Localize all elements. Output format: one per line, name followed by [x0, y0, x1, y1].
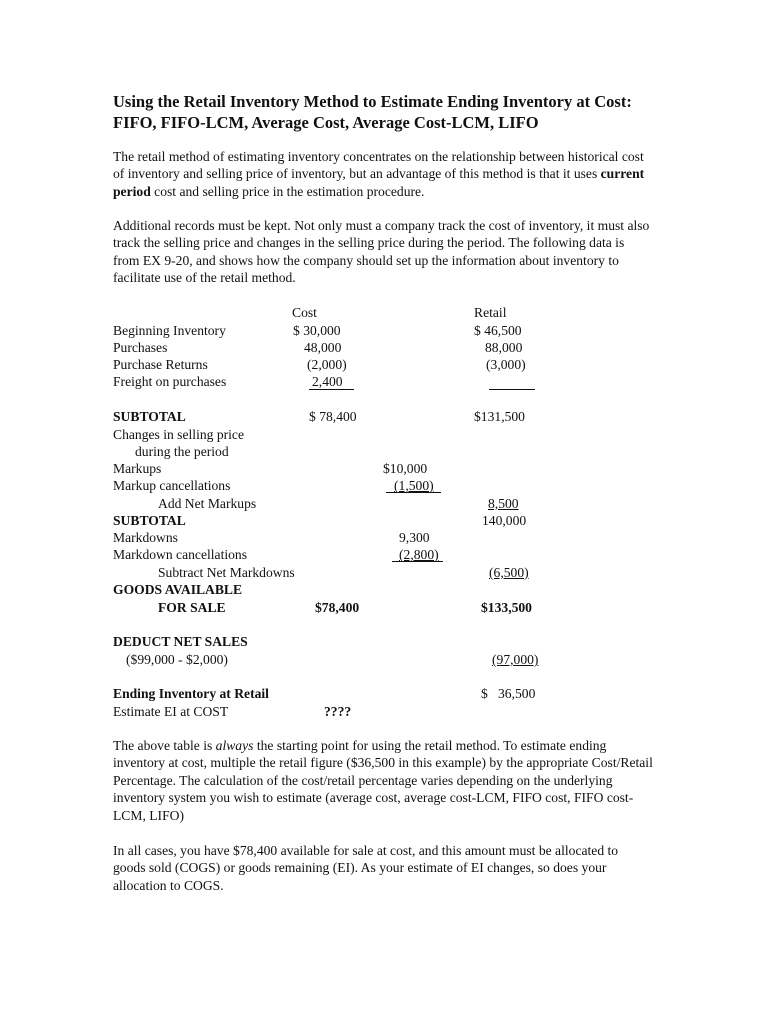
net-markups-label: Add Net Markups — [158, 496, 257, 511]
goods-available-label-continued: FOR SALE — [158, 600, 226, 615]
markdown-cancellations-amount: (2,800) — [399, 547, 439, 562]
ending-inventory-retail-label: Ending Inventory at Retail — [113, 686, 269, 701]
ending-inventory-retail-amount: $ 36,500 — [481, 686, 536, 701]
purchases-label: Purchases — [113, 340, 168, 355]
retail-column-header: Retail — [474, 305, 507, 320]
markdown-cancellations-underline — [392, 561, 443, 562]
cost-column-header: Cost — [292, 305, 317, 320]
purchase-returns-retail: (3,000) — [486, 357, 526, 372]
intro-bold-text: current period — [113, 166, 645, 199]
markups-label: Markups — [113, 461, 162, 476]
additional-paragraph: Additional records must be kept. Not only must a company track the cost of inventory, it must also track the selling price and changes in the selling price during the period. The following data is from EX 9-20, and shows how the company should set up the information about inventory to facilitate use of the retail method. — [113, 218, 650, 286]
goods-available-retail: $133,500 — [481, 600, 532, 615]
purchases-cost: 48,000 — [304, 340, 342, 355]
goods-available-label: GOODS AVAILABLE — [113, 582, 243, 597]
freight-cost-underline — [309, 389, 354, 390]
freight-retail-underline — [489, 389, 535, 390]
subtotal-cost: $ 78,400 — [309, 409, 357, 424]
deduct-net-sales-retail: (97,000) — [492, 652, 539, 667]
net-markdowns-amount: (6,500) — [489, 565, 529, 580]
purchase-returns-label: Purchase Returns — [113, 357, 208, 372]
subtotal-label: SUBTOTAL — [113, 409, 186, 424]
net-markdowns-label: Subtract Net Markdowns — [158, 565, 295, 580]
markdowns-label: Markdowns — [113, 530, 178, 545]
estimate-ei-cost-label: Estimate EI at COST — [113, 704, 229, 719]
all-cases-paragraph: In all cases, you have $78,400 available for sale at cost, and this amount must be allocated to goods sold (COGS) or goods remaining (EI). As your estimate of EI changes, so does your allocation to COGS. — [113, 843, 619, 893]
deduct-net-sales-label: DEDUCT NET SALES — [113, 634, 248, 649]
freight-label: Freight on purchases — [113, 374, 227, 389]
above-italic-text: always — [215, 738, 254, 753]
subtotal-retail: $131,500 — [474, 409, 525, 424]
subtotal-after-markups-label: SUBTOTAL — [113, 513, 186, 528]
purchases-retail: 88,000 — [485, 340, 523, 355]
beginning-inventory-label: Beginning Inventory — [113, 323, 226, 338]
above-text-b: the starting point for using the retail method. To estimate ending inventory at cost, multiple the retail figure ($36,500 in this example) by the appropriate Cost/Retail Percentage. The calculation of the cost/retail percentage varies depending on the underlying inventory system you wish to estimate (average cost, average cost-LCM, FIFO cost, FIFO cost-LCM, LIFO) — [113, 738, 653, 823]
changes-label: Changes in selling price — [113, 427, 244, 442]
above-text-a: The above table is — [113, 738, 216, 753]
markups-amount: $10,000 — [383, 461, 428, 476]
document-title: Using the Retail Inventory Method to Estimate Ending Inventory at Cost: FIFO, FIFO-LCM, Average Cost, Average Cost-LCM, LIFO — [113, 92, 632, 132]
markdown-cancellations-label: Markdown cancellations — [113, 547, 248, 562]
intro-paragraph — [113, 148, 653, 200]
markdowns-amount: 9,300 — [399, 530, 430, 545]
intro-text-b: cost and selling price in the estimation procedure. — [150, 183, 425, 199]
beginning-inventory-retail: $ 46,500 — [474, 323, 522, 338]
estimate-ei-cost-value: ???? — [324, 704, 352, 719]
changes-label-continued: during the period — [135, 444, 229, 459]
purchase-returns-cost: (2,000) — [307, 357, 347, 372]
beginning-inventory-cost: $ 30,000 — [293, 323, 341, 338]
markup-cancellations-underline — [386, 492, 441, 493]
goods-available-cost: $78,400 — [315, 600, 360, 615]
markup-cancellations-label: Markup cancellations — [113, 478, 231, 493]
above-table-paragraph — [113, 737, 653, 824]
net-markups-amount: 8,500 — [488, 496, 519, 511]
markup-cancellations-amount: (1,500) — [394, 478, 434, 493]
subtotal-after-markups-retail: 140,000 — [482, 513, 527, 528]
freight-cost: 2,400 — [312, 374, 343, 389]
intro-text-a: The retail method of estimating inventory concentrates on the relationship between historical cost of inventory and selling price of inventory, but an advantage of this method is that it uses — [113, 149, 644, 182]
deduct-net-sales-detail: ($99,000 - $2,000) — [126, 652, 228, 667]
